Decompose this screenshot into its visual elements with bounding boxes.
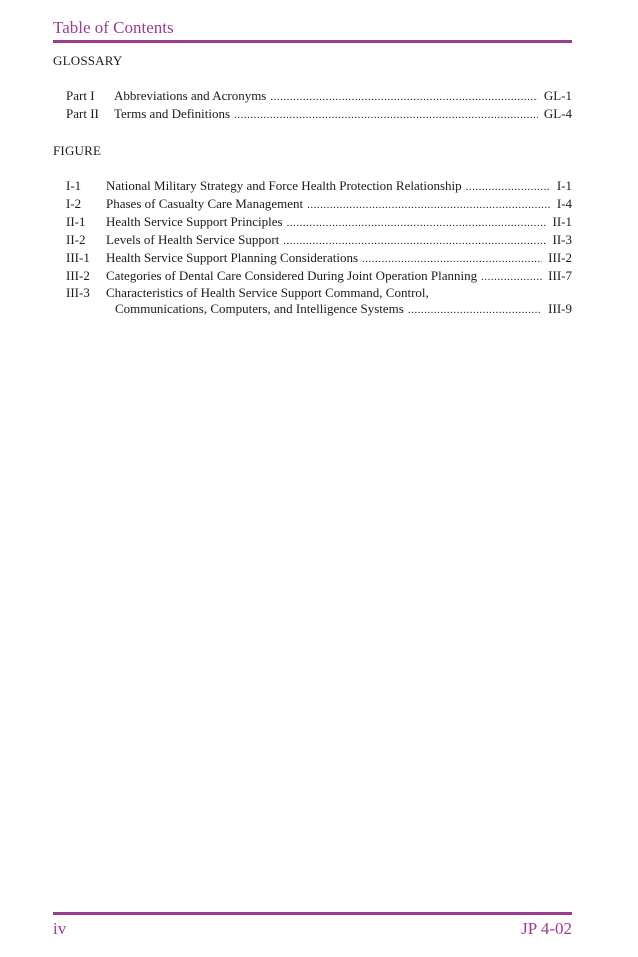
entry-title: Abbreviations and Acronyms [114,88,267,103]
entry-page: I-4 [556,196,572,211]
toc-entry-figure-i-2[interactable] [66,196,572,212]
entry-title: Health Service Support Principles [106,214,283,229]
dot-leader [270,91,537,103]
entry-number: I-1 [66,178,82,193]
toc-entry-figure-iii-3-continuation[interactable] [115,301,572,317]
entry-number: III-1 [66,250,90,265]
entry-number: Part II [66,106,99,121]
footer-publication: JP 4-02 [521,919,572,938]
entry-number: Part I [66,88,95,103]
glossary-heading: GLOSSARY [53,53,123,68]
dot-leader [466,181,551,193]
entry-number: II-1 [66,214,86,229]
footer-rule [53,912,572,915]
entry-title: National Military Strategy and Force Health Protection Relationship [106,178,462,193]
entry-number: III-3 [66,285,90,300]
entry-title-continuation: Communications, Computers, and Intelligence Systems [115,301,404,316]
entry-page: III-2 [548,250,572,265]
entry-page: II-3 [552,232,572,247]
entry-number: I-2 [66,196,82,211]
dot-leader [234,109,538,121]
figure-heading: FIGURE [53,143,102,158]
toc-entry-glossary-part-1[interactable] [66,88,572,104]
page-title: Table of Contents [53,18,174,37]
dot-leader [283,235,546,247]
toc-entry-glossary-part-2[interactable] [66,106,572,122]
entry-title: Categories of Dental Care Considered During Joint Operation Planning [106,268,478,283]
entry-number: II-2 [66,232,86,247]
dot-leader [287,217,547,229]
entry-page: I-1 [556,178,572,193]
entry-title: Characteristics of Health Service Support Command, Control, [106,285,429,300]
entry-title: Phases of Casualty Care Management [106,196,304,211]
entry-title: Terms and Definitions [114,106,231,121]
entry-page: GL-1 [543,88,572,103]
entry-title: Levels of Health Service Support [106,232,280,247]
entry-page: II-1 [552,214,572,229]
toc-entry-figure-iii-2[interactable] [66,268,572,284]
toc-entry-figure-i-1[interactable] [66,178,572,194]
header-rule [53,40,572,43]
entry-number: III-2 [66,268,90,283]
dot-leader [408,304,542,316]
toc-entry-figure-ii-2[interactable] [66,232,572,248]
dot-leader [307,199,551,211]
entry-title: Health Service Support Planning Considerations [106,250,359,265]
dot-leader [362,253,542,265]
toc-entry-figure-ii-1[interactable] [66,214,572,230]
toc-entry-figure-iii-3[interactable] [66,285,572,301]
entry-page: GL-4 [543,106,572,121]
toc-entry-figure-iii-1[interactable] [66,250,572,266]
entry-page: III-9 [548,301,572,316]
entry-page: III-7 [548,268,572,283]
footer-page-number: iv [53,919,67,938]
dot-leader [481,271,542,283]
